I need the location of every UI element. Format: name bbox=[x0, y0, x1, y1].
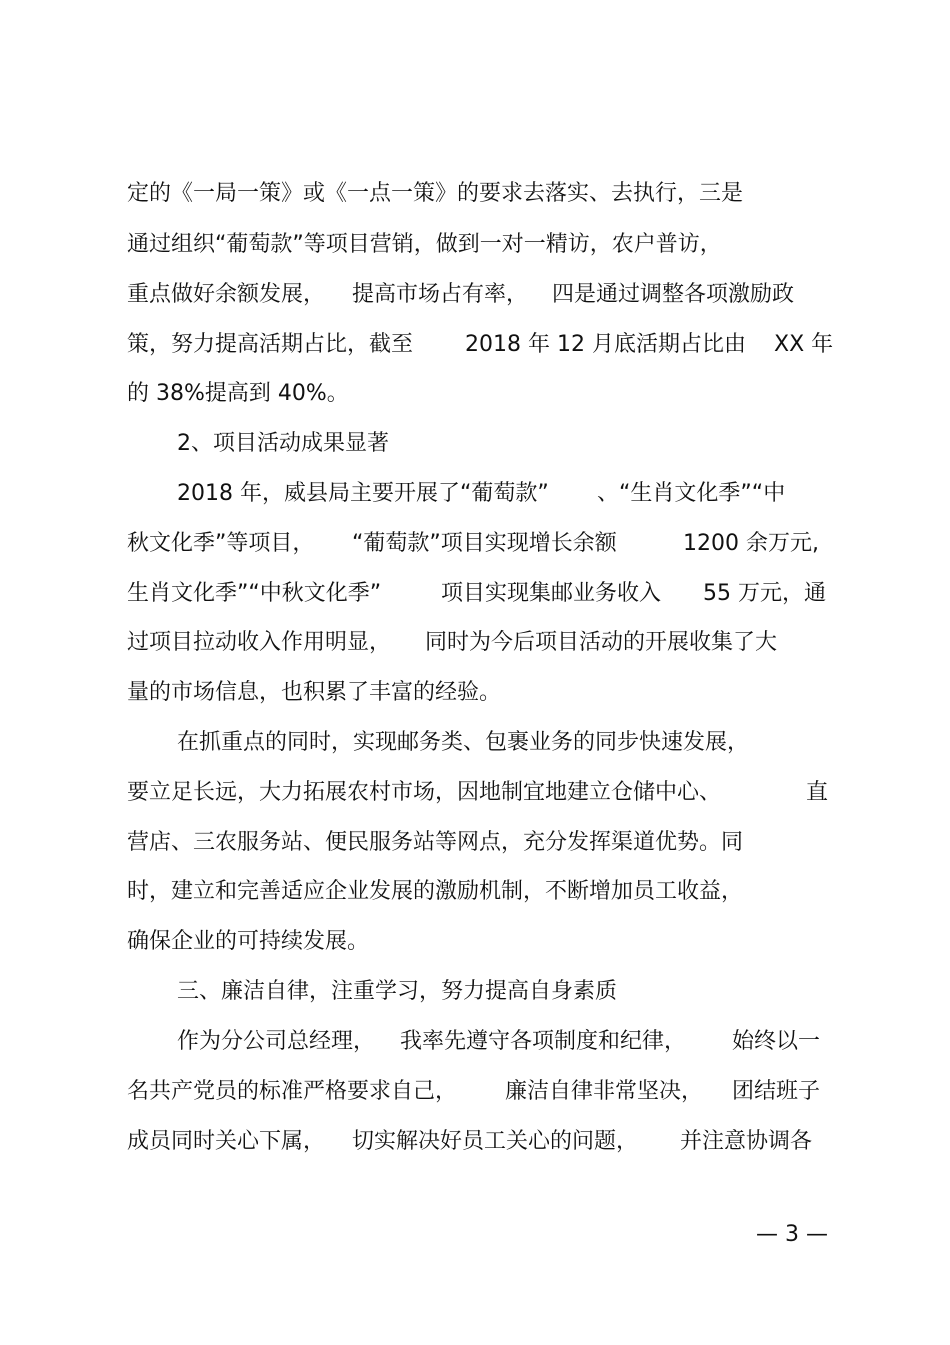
text-segment: 定的《一局一策》或《一点一策》的要求去落实、去执行，三是 bbox=[127, 181, 744, 206]
text-segment: 三、廉洁自律，注重学习，努力提高自身素质 bbox=[177, 979, 618, 1004]
text-segment: 提高市场占有率， bbox=[352, 282, 529, 307]
text-segment: 量的市场信息，也积累了丰富的经验。 bbox=[127, 680, 502, 705]
text-segment: 策，努力提高活期占比，截至 bbox=[127, 332, 414, 357]
body-line bbox=[0, 1124, 950, 1160]
text-segment: 并注意协调各 bbox=[680, 1129, 813, 1154]
text-segment: 生肖文化季”“中秋文化季” bbox=[127, 581, 382, 606]
text-segment: 团结班子 bbox=[732, 1079, 821, 1104]
section-heading bbox=[0, 974, 950, 1010]
text-segment: 时，建立和完善适应企业发展的激励机制，不断增加员工收益， bbox=[127, 879, 744, 904]
text-segment: 项目实现集邮业务收入 bbox=[441, 581, 662, 606]
text-segment: 作为分公司总经理， bbox=[177, 1029, 376, 1054]
body-line bbox=[0, 476, 950, 512]
text-segment: 要立足长远，大力拓展农村市场，因地制宜地建立仓储中心、 bbox=[127, 780, 722, 805]
text-segment: 过项目拉动收入作用明显， bbox=[127, 630, 392, 655]
text-segment: 、“生肖文化季”“中 bbox=[597, 481, 786, 506]
text-segment: 营店、三农服务站、便民服务站等网点，充分发挥渠道优势。同 bbox=[127, 830, 744, 855]
body-line bbox=[0, 625, 950, 661]
text-segment: “葡萄款”项目实现增长余额 bbox=[352, 531, 617, 556]
text-segment: 秋文化季”等项目， bbox=[127, 531, 315, 556]
text-segment: 始终以一 bbox=[732, 1029, 821, 1054]
text-segment: 2018 年 12 月底活期占比由 bbox=[465, 332, 746, 357]
body-line bbox=[0, 327, 950, 363]
text-segment: 四是通过调整各项激励政 bbox=[552, 282, 795, 307]
text-segment: 1200 余万元, bbox=[683, 531, 819, 556]
text-segment: 确保企业的可持续发展。 bbox=[127, 929, 370, 954]
body-line bbox=[0, 277, 950, 313]
body-line bbox=[0, 176, 950, 212]
body-line bbox=[0, 874, 950, 910]
page-number: — 3 — bbox=[756, 1222, 828, 1247]
body-line bbox=[0, 227, 950, 263]
text-segment: XX 年 bbox=[774, 332, 834, 357]
text-segment: 在抓重点的同时，实现邮务类、包裹业务的同步快速发展， bbox=[177, 730, 750, 755]
text-segment: 成员同时关心下属， bbox=[127, 1129, 326, 1154]
body-line bbox=[0, 1074, 950, 1110]
text-segment: 55 万元，通 bbox=[703, 581, 826, 606]
body-line bbox=[0, 376, 950, 412]
text-segment: 通过组织“葡萄款”等项目营销，做到一对一精访，农户普访， bbox=[127, 232, 722, 257]
body-line bbox=[0, 924, 950, 960]
text-segment: 的 38%提高到 40%。 bbox=[127, 381, 349, 406]
text-segment: 名共产党员的标准严格要求自己， bbox=[127, 1079, 458, 1104]
text-segment: 2018 年，威县局主要开展了“葡萄款” bbox=[177, 481, 549, 506]
text-segment: 我率先遵守各项制度和纪律， bbox=[400, 1029, 687, 1054]
body-line bbox=[0, 675, 950, 711]
text-segment: 重点做好余额发展， bbox=[127, 282, 326, 307]
body-line bbox=[0, 825, 950, 861]
body-line bbox=[0, 775, 950, 811]
text-segment: 2、项目活动成果显著 bbox=[177, 431, 389, 456]
text-segment: 同时为今后项目活动的开展收集了大 bbox=[425, 630, 778, 655]
body-line bbox=[0, 1024, 950, 1060]
text-segment: 切实解决好员工关心的问题， bbox=[352, 1129, 639, 1154]
text-segment: 直 bbox=[806, 780, 829, 805]
body-line bbox=[0, 725, 950, 761]
section-heading bbox=[0, 426, 950, 462]
text-segment: 廉洁自律非常坚决， bbox=[505, 1079, 704, 1104]
body-line bbox=[0, 576, 950, 612]
body-line bbox=[0, 526, 950, 562]
